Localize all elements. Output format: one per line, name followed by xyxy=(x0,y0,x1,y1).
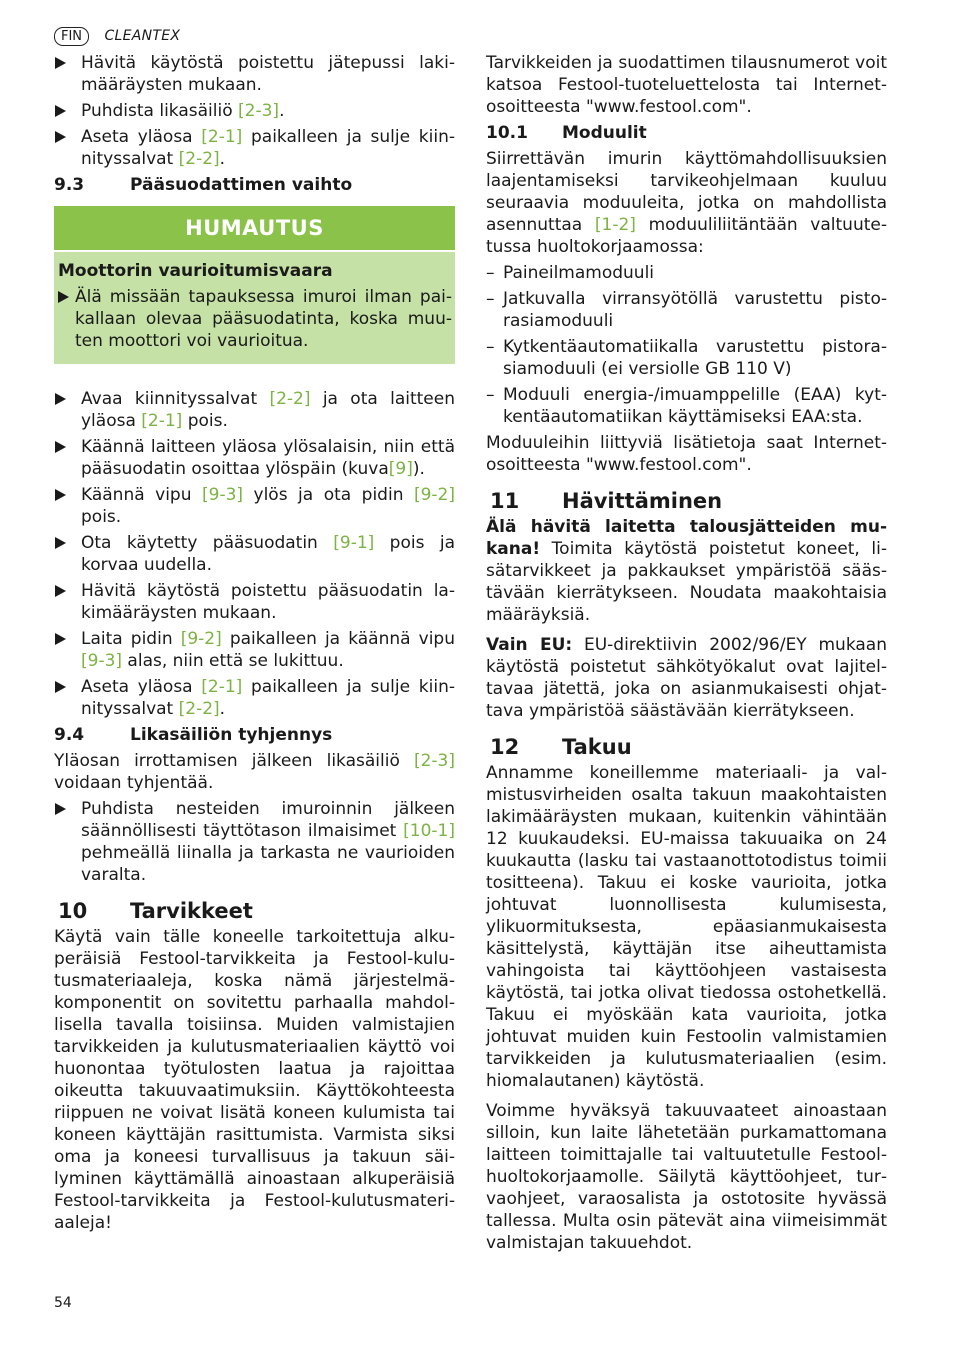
paragraph: Tarvikkeiden ja suodattimen tilausnumerot voit katsoa Festool-tuoteluettelosta tai Internet-osoitteesta "www.festool.com". xyxy=(486,53,887,117)
arrow-bullet-icon xyxy=(55,441,66,453)
arrow-bullet-icon xyxy=(55,633,66,645)
bullet-list xyxy=(54,52,455,170)
paragraph: Siirrettävän imurin käyttömahdollisuuksien laajentamiseksi tarvikeohjelmaan kuuluu seuraavia moduuleita, jotka on mahdollista asennuttaa [1-2] moduuliliitäntään valtuutetussa huoltokorjaamossa: xyxy=(486,149,887,257)
figure-reference: [9] xyxy=(388,459,413,479)
list-item: Hävitä käytöstä poistettu jätepussi lakimääräysten mukaan. xyxy=(54,52,455,96)
page-header xyxy=(54,25,180,45)
list-item: Aseta yläosa [2-1] paikalleen ja sulje kiinnityssalvat [2-2]. xyxy=(54,126,455,170)
figure-reference: [9-3] xyxy=(202,485,244,505)
notice-title: HUMAUTUS xyxy=(54,206,455,252)
section-heading-10: 10 Tarvikkeet xyxy=(58,899,253,923)
notice-body xyxy=(54,252,455,364)
list-item: – Kytkentäautomatiikalla varustettu pistorasiamoduuli (ei versiolle GB 110 V) xyxy=(486,337,887,379)
arrow-bullet-icon xyxy=(55,105,66,117)
figure-reference: [2-3] xyxy=(238,101,280,121)
bullet-list xyxy=(54,798,455,886)
section-heading-10-1: 10.1 Moduulit xyxy=(486,123,647,143)
list-item: – Moduuli energia-/imuamppelille (EAA) kytkentäautomatiikan käyttämiseksi EAA:sta. xyxy=(486,385,887,427)
figure-reference: [9-1] xyxy=(333,533,375,553)
arrow-bullet-icon xyxy=(55,585,66,597)
paragraph: Annamme koneillemme materiaali- ja valmistusvirheiden osalta takuun maakohtaisten lakimääräysten mukaan, kuitenkin vähintään 12 kuukaudeksi. EU-maissa takuuaika on 24 kuukautta (lasku tai vastaanottotodistus toimii tositteena). Takuu ei koske vaurioita, jotka johtuvat luonnollisesta kulumisesta, ylikuormituksesta, epäasianmukaisesta käsittelystä, käyttäjän itse aiheuttamista vahingoista tai käyttöohjeen vastaisesta käytöstä, tai jotka olivat tiedossa ostohetkellä. Takuu ei myöskään kata vaurioita, jotka johtuvat muiden kuin Festoolin valmistamien tarvikkeiden ja kulutusmateriaalien (esim. hiomalautanen) käytöstä. xyxy=(486,763,887,1091)
arrow-bullet-icon xyxy=(55,489,66,501)
paragraph: Älä hävitä laitetta talousjätteiden mukana! Toimita käytöstä poistetut koneet, lisätarvikkeet ja pakkaukset ympäristöä säästävään kierrätykseen. Noudata maakohtaisia määräyksiä. xyxy=(486,517,887,625)
notice-box xyxy=(54,206,455,364)
left-column xyxy=(54,52,455,1238)
notice-subtitle: Moottorin vaurioitumisvaara xyxy=(58,261,333,281)
list-item: Käännä laitteen yläosa ylösalaisin, niin että pääsuodatin osoittaa ylöspäin (kuva[9]). xyxy=(54,436,455,480)
figure-reference: [2-2] xyxy=(178,149,220,169)
list-item: Aseta yläosa [2-1] paikalleen ja sulje kiinnityssalvat [2-2]. xyxy=(54,676,455,720)
figure-reference: [2-2] xyxy=(178,699,220,719)
figure-reference: [9-2] xyxy=(413,485,455,505)
list-item: Käännä vipu [9-3] ylös ja ota pidin [9-2] pois. xyxy=(54,484,455,528)
figure-reference: [9-2] xyxy=(180,629,222,649)
figure-reference: [2-1] xyxy=(201,127,243,147)
paragraph: Voimme hyväksyä takuuvaateet ainoastaan silloin, kun laite lähetetään purkamattomana laitteen toimittajalle tai valtuutetulle Festool-huoltokorjaamolle. Säilytä käyttöohjeet, turvaohjeet, varaosalista ja ostotosite hyvässä tallessa. Multa osin pätevät aina viimeisimmät valmistajan takuuehdot. xyxy=(486,1101,887,1253)
module-list xyxy=(486,262,887,428)
figure-reference: [9-3] xyxy=(81,651,123,671)
figure-reference: [2-3] xyxy=(413,751,455,771)
arrow-bullet-icon xyxy=(55,393,66,405)
figure-reference: [2-1] xyxy=(201,677,243,697)
figure-reference: [1-2] xyxy=(594,215,636,235)
notice-item: Älä missään tapauksessa imuroi ilman paikallaan olevaa pääsuodatinta, koska muuten moottori voi vaurioitua. xyxy=(58,286,452,352)
section-heading-12: 12 Takuu xyxy=(490,735,632,759)
paragraph: Yläosan irrottamisen jälkeen likasäiliö [2-3] voidaan tyhjentää. xyxy=(54,751,455,793)
list-item: Puhdista nesteiden imuroinnin jälkeen säännöllisesti täyttötason ilmaisimet [10-1] pehmeällä liinalla ja tarkasta ne vaurioiden varalta. xyxy=(54,798,455,886)
arrow-bullet-icon xyxy=(55,57,66,69)
page-number: 54 xyxy=(54,1295,72,1311)
arrow-bullet-icon xyxy=(55,131,66,143)
figure-reference: [10-1] xyxy=(403,821,455,841)
language-badge: FIN xyxy=(54,27,89,46)
figure-reference: [2-2] xyxy=(269,389,311,409)
paragraph: Vain EU: EU-direktiivin 2002/96/EY mukaan käytöstä poistetut sähkötyökalut ovat lajiteltavaa jätettä, joka on asianmukaisesti ohjattava ympäristöä säästävään kierrätykseen. xyxy=(486,635,887,721)
arrow-bullet-icon xyxy=(55,803,66,815)
list-item: – Paineilmamoduuli xyxy=(486,263,655,283)
product-name: CLEANTEX xyxy=(104,28,181,44)
bullet-list xyxy=(54,388,455,720)
section-heading-9-3: 9.3 Pääsuodattimen vaihto xyxy=(54,175,353,195)
arrow-bullet-icon xyxy=(58,291,69,303)
arrow-bullet-icon xyxy=(55,537,66,549)
arrow-bullet-icon xyxy=(55,681,66,693)
section-heading-9-4: 9.4 Likasäiliön tyhjennys xyxy=(54,725,333,745)
list-item: Hävitä käytöstä poistettu pääsuodatin lakimääräysten mukaan. xyxy=(54,580,455,624)
figure-reference: [2-1] xyxy=(141,411,183,431)
list-item: Ota käytetty pääsuodatin [9-1] pois ja korvaa uudella. xyxy=(54,532,455,576)
list-item: Puhdista likasäiliö [2-3]. xyxy=(54,100,455,122)
section-heading-11: 11 Hävittäminen xyxy=(490,489,723,513)
paragraph: Moduuleihin liittyviä lisätietoja saat Internet-osoitteesta "www.festool.com". xyxy=(486,433,887,475)
list-item: – Jatkuvalla virransyötöllä varustettu pistorasiamoduuli xyxy=(486,289,887,331)
list-item: Laita pidin [9-2] paikalleen ja käännä vipu [9-3] alas, niin että se lukittuu. xyxy=(54,628,455,672)
list-item: Avaa kiinnityssalvat [2-2] ja ota laitteen yläosa [2-1] pois. xyxy=(54,388,455,432)
paragraph: Käytä vain tälle koneelle tarkoitettuja alkuperäisiä Festool-tarvikkeita ja Festool-kulutusmateriaaleja, koska nämä järjestelmäkomponentit on sovitettu parhaalla mahdollisella tavalla toisiinsa. Muiden valmistajien tarvikkeiden ja kulutusmateriaalien käyttö voi huonontaa työtulosten laatua ja rajoittaa oikeutta takuuvaatimuksiin. Käyttökohteesta riippuen ne voivat lisätä koneen kulumista tai koneen käyttäjän rasittumista. Varmista siksi oma ja koneesi turvallisuus ja takuun säilyminen käyttämällä ainoastaan alkuperäisiä Festool-tarvikkeita ja Festool-kulutusmateriaaleja! xyxy=(54,927,455,1233)
right-column xyxy=(486,52,887,1258)
